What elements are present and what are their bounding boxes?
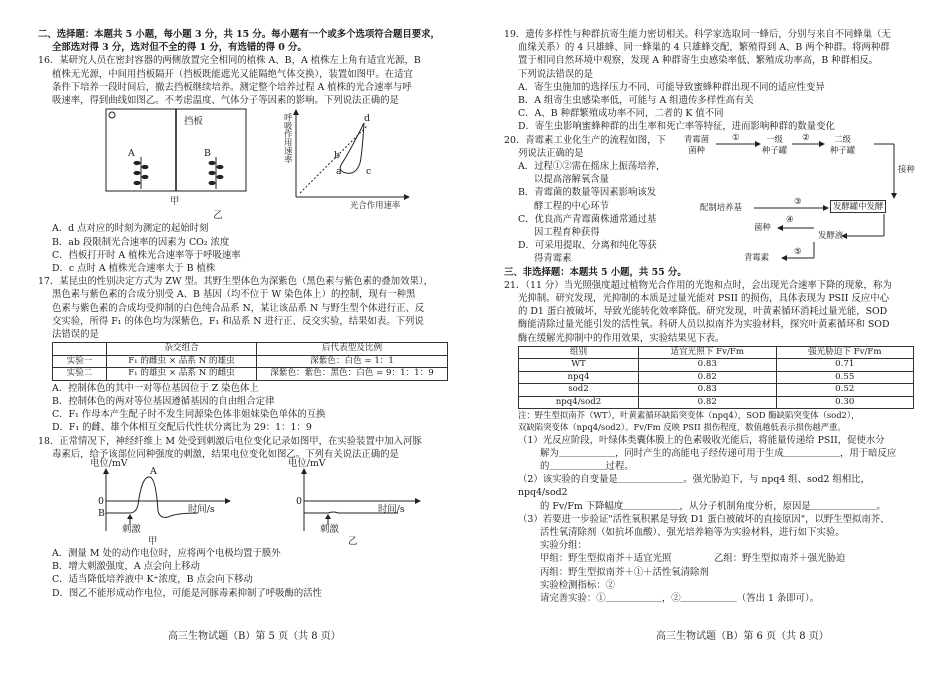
zero-mark-b: 0	[296, 495, 302, 507]
q19-option-b: B．A 组寄生虫感染率低，可能与 A 组遗传多样性高有关	[518, 95, 754, 107]
point-a: A	[150, 465, 157, 477]
q18-stem: 18．正常情况下，神经纤维上 M 处受到刺激后电位变化记录如图甲，在实验装置中加入河豚	[38, 435, 422, 447]
q21-table: 组别 适宜光照下 Fv/Fm 强光胁迫下 Fv/Fm WT 0.83 0.71 npq4 0.82 0.55 sod2 0.83 0.52 npq4/sod2 0.82 0.30	[518, 346, 914, 410]
table-row: sod2 0.83 0.52	[519, 384, 914, 397]
y-axis-label: 呼吸作用速率	[283, 113, 294, 164]
q20-option-c: C．优良高产青霉菌株通常通过基	[518, 213, 657, 225]
q20-option-a: A．过程①②需在摇床上振荡培养，	[518, 161, 666, 173]
step-1: ①	[732, 131, 740, 142]
question-21: 21．（11 分）当光照强度超过植物光合作用的光饱和点时，会出现光合速率下降的现象，称为 光抑制。研究发现，光抑制的本质是过量光能对 PSII 的损伤，具体表现为 PSII 反应中心 的 D1 蛋白被破坏，导致光能转化效率降低。研究发现，叶黄素循环消耗过量光能，SOD 酶能清除过量光能引发的活性氧。科研人员以拟南芥为实验材料，探究叶黄素循环和 SOD 酶在缓解光抑制中的作用效果，实验结果见下表。 组别 适宜光照下 Fv/Fm 强光胁迫下 Fv/Fm WT 0.83 0.71 npq4 0.82 0.55 sod2 0.83 0.52 npq4/sod2 0.82 0.30 注：野生型拟南芥（WT），叶黄素循环缺陷突变体（npq4），SOD 酶缺陷突变体（sod2）， 双缺陷突变体（npq4/sod2）。Fv/Fm 反映 PSII 损伤程度，数值越低表示损伤越严重。 （1）光反应阶段，叶绿体类囊体膜上的色素吸收光能后，将能量传递给 PSII，促使水分 解为＿＿＿＿＿＿，同时产生的高能电子经传递可用于生成＿＿＿＿＿＿，用于暗反应 的＿＿＿＿＿＿过程。 （2）该实验的自变量是＿＿＿＿＿＿＿。强光胁迫下，与 npq4 组、sod2 组相比，npq4/sod2 的 Fv/Fm 下降幅度＿＿＿＿＿＿，从分子机制角度分析，原因是＿＿＿＿＿＿＿。 （3）若要进一步验证"活性氧积累是导致 D1 蛋白被破坏的直接原因"，以野生型拟南芥、 活性氧清除剂（如抗坏血酸）、强光培养箱等为实验材料，进行如下实验。 实验分组： 甲组：野生型拟南芥＋适宜光照 乙组：野生型拟南芥＋强光胁迫 丙组：野生型拟南芥＋①＋活性氧清除剂 实验检测指标：② 请完善实验：①＿＿＿＿＿＿，②＿＿＿＿＿＿（答出 1 条即可）。	[504, 279, 916, 605]
q17-option-d: D．F₁ 的雌、雄个体相互交配后代性状分离比为 29：1：1：9	[52, 422, 312, 434]
point-b: B	[98, 507, 105, 519]
q16-curve	[340, 123, 364, 173]
left-page	[38, 28, 450, 600]
question-16: 16．某研究人员在密封容器的两侧放置完全相同的植株 A、B，A 植株左上角有适宜光源，B 植株无光源，中间用挡板隔开（挡板既能遮光又能隔绝气体交换），装置如图甲。在适宜 条件下培养一段时间后，撤去挡板继续培养。测定整个培养过程 A 植株的光合速率与呼 吸速率，得到曲线如图乙。不考虑温度、气体分子等因素的影响。下列说法正确的是 挡板 A B 甲 呼吸作用速率 光合作用速率 d b a c 乙 A．d 点对应的时刻为测定的起始时刻 B．ab 段限制光合速率的因素为 CO₂ 浓度 C．挡板打开时 A 植株光合速率等于呼吸速率 D．c 点时 A 植株光合速率大于 B 植株	[38, 54, 450, 275]
q17-table: 杂交组合 后代表型及比例 实验一 F₁ 的雌虫 × 品系 N 的雄虫 深紫色：白色 = 1：1 实验二 F₁ 的雄虫 × 品系 N 的雌虫 深紫色：紫色：黑色：白色 = 9：1：1：9	[52, 342, 448, 381]
section2-title: 二、选择题：本题共 5 小题，每小题 3 分，共 15 分。每小题有一个或多个选项符合题目要求，	[38, 29, 440, 40]
q21-note: 注：野生型拟南芥（WT），叶黄素循环缺陷突变体（npq4），SOD 酶缺陷突变体（sod2），	[518, 410, 860, 421]
question-17: 17．某昆虫的性别决定方式为 ZW 型。其野生型体色为深紫色（黑色素与紫色素的叠加效果）， 黑色素与紫色素的合成分别受 A、B 基因（均不位于 W 染色体上）的控制，现有一种黑 色素与紫色素的合成均受抑制的白色纯合品系 N，某让该品系 N 与野生型个体进行正、反 交实验，所得 F₁ 的体色均为深紫色，F₁ 和品系 N 进行正、反交实验，结果如表。下列说 法错误的是 杂交组合 后代表型及比例 实验一 F₁ 的雌虫 × 品系 N 的雄虫 深紫色：白色 = 1：1 实验二 F₁ 的雄虫 × 品系 N 的雌虫 深紫色：紫色：黑色：白色 = 9：1：1：9 A．控制体色的其中一对等位基因位于 Z 染色体上 B．控制体色的两对等位基因遵循基因的自由组合定律 C．F₁ 作母本产生配子时不发生同源染色体非姐妹染色单体的互换 D．F₁ 的雌、雄个体相互交配后代性状分离比为 29：1：1：9	[38, 275, 450, 434]
q18-option-b: B．增大刺激强度，A 点会向上移动	[52, 561, 200, 573]
q18-figure	[38, 457, 450, 535]
plant-b-icon	[209, 157, 223, 189]
q20-option-b: B．青霉菌的数量等因素影响该发	[518, 187, 657, 199]
fig-jia-label: 甲	[170, 196, 180, 208]
step-5: ⑤	[794, 245, 802, 256]
q18-xlabel-b: 时间/s	[378, 503, 405, 515]
fermenter-box: 发酵罐中发酵	[830, 200, 886, 213]
step-4: ④	[786, 213, 794, 224]
q17-option-c: C．F₁ 作母本产生配子时不发生同源染色体非姐妹染色单体的互换	[52, 409, 326, 421]
table-row: npq4/sod2 0.82 0.30	[519, 396, 914, 409]
medium-label: 配制培养基	[700, 201, 742, 212]
seed-tank-1: 一级 种子罐	[762, 133, 788, 155]
product-label: 青霉素	[744, 251, 770, 262]
question-20: 20．青霉素工业化生产的流程如图，下 列说法正确的是 A．过程①②需在摇床上振荡培养， 以提高溶解氧含量 B．青霉菌的数量等因素影响该发 酵工程的中心环节 C．优良高产青霉菌株通常通过基 因工程育种获得 D．可采用提取、分离和纯化等获 得青霉素 青霉菌 菌种 ① 一级 种子罐 ② 二级 种子罐 接种 配制培养基 ③ 发酵罐中发酵 ④ 菌种 发酵液 ⑤ 青霉素	[504, 131, 915, 265]
stim-label-a: 刺激	[122, 523, 141, 535]
q18-option-c: C．适当降低培养液中 K⁺浓度，B 点会向下移动	[52, 574, 253, 586]
q20-stem: 20．青霉素工业化生产的流程如图，下	[504, 134, 666, 146]
table-row: 实验一 F₁ 的雌虫 × 品系 N 的雄虫 深紫色：白色 = 1：1	[53, 355, 448, 368]
board-label: 挡板	[184, 116, 203, 128]
q18-option-d: D．图乙不能形成动作电位，可能是河豚毒素抑制了呼吸酶的活性	[52, 587, 323, 599]
group-yi: 乙组：野生型拟南芥＋强光胁迫	[714, 553, 846, 565]
q16-option-d: D．c 点时 A 植株光合速率大于 B 植株	[52, 263, 216, 275]
point-c-label: c	[366, 166, 372, 178]
seed-tank-2: 二级 种子罐	[830, 133, 856, 155]
plant-a-label: A	[128, 148, 135, 160]
q17-option-a: A．控制体色的其中一对等位基因位于 Z 染色体上	[52, 382, 259, 394]
section2-rule: 全部选对得 3 分，选对但不全的得 1 分，有选错的得 0 分。	[52, 42, 307, 54]
q21-sub3: （3）若要进一步验证"活性氧积累是导致 D1 蛋白被破坏的直接原因"，以野生型拟南芥、	[518, 513, 890, 525]
detect-index: 实验检测指标：②	[540, 579, 616, 591]
q17-option-b: B．控制体色的两对等位基因遵循基因的自由组合定律	[52, 395, 275, 407]
q19-stem: 19．遗传多样性与种群抗寄生能力密切相关。科学家选取同一蜂后，分别与来自不同蜂巢（无	[504, 29, 891, 40]
inoculate-label: 接种	[898, 163, 915, 174]
action-potential-curve	[106, 477, 198, 518]
question-19: 19．遗传多样性与种群抗寄生能力密切相关。科学家选取同一蜂后，分别与来自不同蜂巢（无 血缘关系）的 4 只雄蜂、同一蜂巢的 4 只雄蜂交配，繁殖得到 A、B 两个种群。将两种群 置于相同自然环境中观察，发现 A 种群寄生虫感染率低、繁殖成功率高，B 种群相反。 下列说法错误的是 A．寄生虫施加的选择压力不同，可能导致蜜蜂种群出现不同的适应性变异 B．A 组寄生虫感染率低，可能与 A 组遗传多样性高有关 C．A、B 种群繁殖成功率不同，二者的 K 值不同 D．寄生虫影响蜜蜂种群的出生率和死亡率等特征，进而影响种群的数量变化	[504, 28, 916, 134]
stim-label-b: 刺激	[320, 523, 339, 535]
q18-ylabel-b: 电位/mV	[288, 457, 326, 469]
broth-label: 发酵液	[818, 229, 844, 240]
plant-a-icon	[134, 157, 148, 189]
q19-option-c: C．A、B 种群繁殖成功率不同，二者的 K 值不同	[518, 108, 724, 120]
q19-option-d: D．寄生虫影响蜜蜂种群的出生率和死亡率等特征，进而影响种群的数量变化	[518, 121, 835, 133]
group-bing: 丙组：野生型拟南芥＋①＋活性氧清除剂	[540, 566, 709, 578]
step-3: ③	[794, 195, 802, 206]
complete-experiment: 请完善实验：①＿＿＿＿＿＿，②＿＿＿＿＿＿（答出 1 条即可）。	[540, 592, 820, 604]
table-row: npq4 0.82 0.55	[519, 371, 914, 384]
point-b-label: b	[334, 150, 341, 162]
q21-stem: 21．（11 分）当光照强度超过植物光合作用的光饱和点时，会出现光合速率下降的现象，称为	[504, 279, 892, 291]
q16-option-a: A．d 点对应的时刻为测定的起始时刻	[52, 223, 209, 235]
table-row: 实验二 F₁ 的雄虫 × 品系 N 的雌虫 深紫色：紫色：黑色：白色 = 9：1：1：9	[53, 368, 448, 381]
step-2: ②	[802, 131, 810, 142]
q20-option-d: D．可采用提取、分离和纯化等获	[518, 240, 657, 252]
zero-mark: 0	[98, 495, 104, 507]
q19-option-a: A．寄生虫施加的选择压力不同，可能导致蜜蜂种群出现不同的适应性变异	[518, 81, 825, 93]
group-jia: 甲组：野生型拟南芥＋适宜光照	[540, 553, 672, 565]
x-axis-label: 光合作用速率	[350, 200, 401, 211]
question-18: 18．正常情况下，神经纤维上 M 处受到刺激后电位变化记录如图甲，在实验装置中加入河豚 毒素后，给予该部位同种强度的刺激，结果电位变化如图乙。下列有关说法正确的是 电位/mV 时间/s A B 0 刺激 电位/mV 时间/s 0 刺激 甲 乙 A．测量 M 处的动作电位时，应将两个电极均置于膜外 B．增大刺激强度，A 点会向上移动 C．适当降低培养液中 K⁺浓度，B 点会向下移动 D．图乙不能形成动作电位，可能是河豚毒素抑制了呼吸酶的活性	[38, 435, 450, 600]
light-source-icon	[109, 112, 115, 118]
q21-sub2: （2）该实验的自变量是＿＿＿＿＿＿＿。强光胁迫下，与 npq4 组、sod2 组相比，npq4/sod2	[518, 474, 870, 499]
cells-label: 菌种	[754, 221, 771, 232]
point-d-label: d	[364, 113, 371, 125]
q16-figure	[38, 107, 450, 213]
strain-label: 青霉菌 菌种	[684, 133, 710, 155]
q16-option-b: B．ab 段限制光合速率的因素为 CO₂ 浓度	[52, 236, 230, 248]
plant-b-label: B	[204, 148, 211, 160]
q18-xlabel-a: 时间/s	[188, 503, 215, 515]
q16-option-c: C．挡板打开时 A 植株光合速率等于呼吸速率	[52, 249, 241, 261]
q18-yi-label: 乙	[348, 535, 358, 547]
q17-stem: 17．某昆虫的性别决定方式为 ZW 型。其野生型体色为深紫色（黑色素与紫色素的叠加效果），	[38, 276, 433, 288]
q21-sub1: （1）光反应阶段，叶绿体类囊体膜上的色素吸收光能后，将能量传递给 PSII，促使水分	[518, 434, 885, 446]
q18-ylabel-a: 电位/mV	[90, 457, 128, 469]
left-footer: 高三生物试题（B）第 5 页（共 8 页）	[168, 631, 341, 642]
right-footer: 高三生物试题（B）第 6 页（共 8 页）	[656, 631, 829, 642]
table-row: WT 0.83 0.71	[519, 359, 914, 372]
q18-jia-label: 甲	[148, 535, 158, 547]
q20-flowchart	[684, 131, 916, 266]
q16-stem: 16．某研究人员在密封容器的两侧放置完全相同的植株 A、B，A 植株左上角有适宜光源，B	[38, 55, 421, 67]
q18-option-a: A．测量 M 处的动作电位时，应将两个电极均置于膜外	[52, 547, 281, 559]
q16-diagram	[38, 107, 450, 213]
fig-yi-label: 乙	[213, 210, 223, 222]
point-a-label: a	[336, 166, 342, 178]
section3-title: 三、非选择题：本题共 5 小题，共 55 分。	[504, 266, 687, 278]
right-page	[504, 28, 916, 605]
